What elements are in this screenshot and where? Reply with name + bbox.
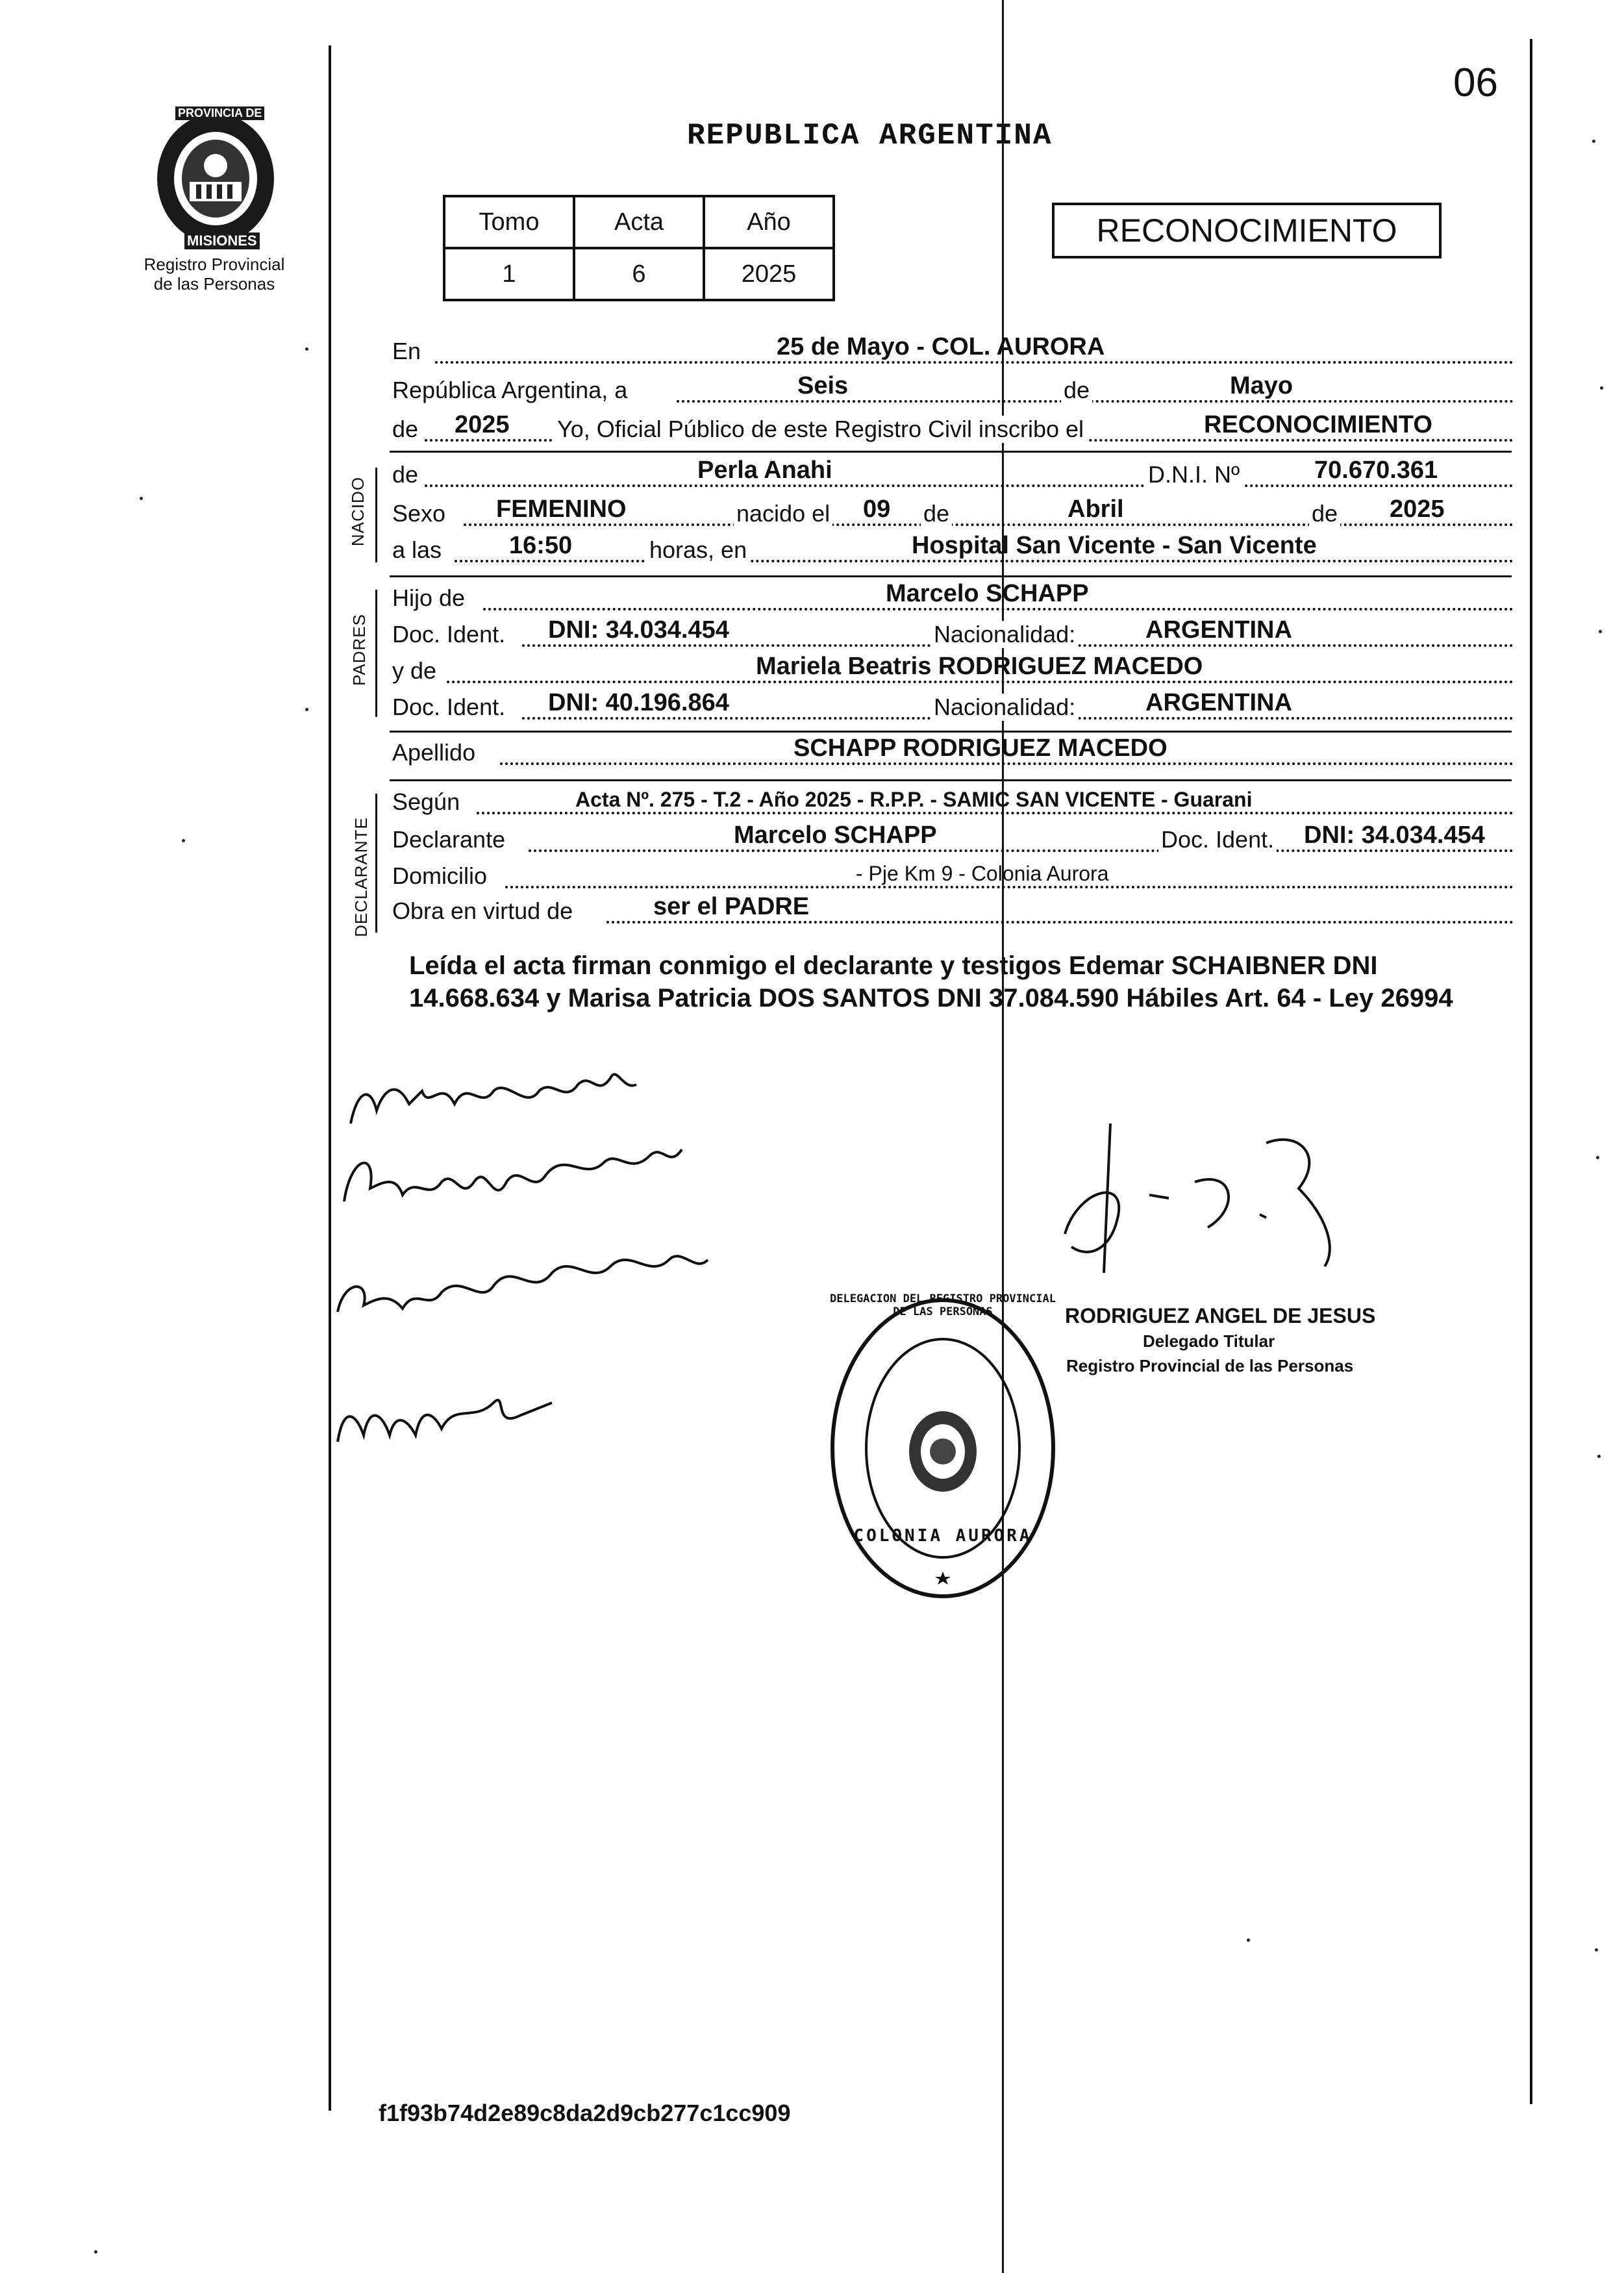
scan-speck [305, 347, 308, 351]
sexo-value: FEMENINO [496, 496, 627, 523]
birth-month: Abril [1068, 496, 1124, 523]
declarante-row-domicilio [392, 856, 1514, 895]
declarante-top-line [390, 779, 1512, 781]
hijo-label: Hijo de [392, 584, 466, 611]
a-las-label: a las [392, 536, 442, 563]
scan-speck [140, 497, 143, 500]
father-name: Marcelo SCHAPP [886, 580, 1089, 607]
official-role: Delegado Titular [1143, 1331, 1275, 1351]
logo-top-text: PROVINCIA DE [175, 107, 264, 120]
doc-label: Doc. Ident. [1158, 826, 1277, 853]
padres-top-line [390, 575, 1512, 577]
registry-caption-line-1: Registro Provincial [144, 255, 285, 274]
padres-row-mother [392, 651, 1514, 690]
declarante-doc: DNI: 34.034.454 [1304, 822, 1485, 849]
de-label-3: de [1309, 500, 1340, 527]
record-table-header: Acta [574, 196, 704, 248]
mother-doc: DNI: 40.196.864 [548, 689, 729, 716]
yo-label: Yo, Oficial Público de este Registro Civil inscribo el [555, 416, 1086, 443]
obra-value: ser el PADRE [653, 893, 810, 920]
segun-value: Acta Nº. 275 - T.2 - Año 2025 - R.P.P. - SAMIC SAN VICENTE - Guarani [575, 788, 1253, 811]
birth-year: 2025 [1390, 496, 1445, 523]
registry-caption-line-2: de las Personas [153, 274, 275, 294]
declarante-section-label: DECLARANTE [351, 817, 371, 937]
page-title: REPUBLICA ARGENTINA [687, 119, 1053, 153]
domicilio-value: - Pje Km 9 - Colonia Aurora [856, 862, 1109, 885]
nacido-row-sex [392, 494, 1514, 533]
padres-bracket [375, 590, 377, 717]
scan-speck [1597, 1455, 1601, 1458]
official-name: RODRIGUEZ ANGEL DE JESUS [1065, 1304, 1376, 1327]
domicilio-label: Domicilio [392, 862, 488, 889]
child-name: Perla Anahi [697, 457, 832, 484]
scan-speck [1600, 386, 1603, 390]
document-hash: f1f93b74d2e89c8da2d9cb277c1cc909 [379, 2100, 791, 2126]
nacido-top-line [390, 451, 1512, 453]
nac-label: Nacionalidad: [931, 694, 1078, 721]
father-nationality: ARGENTINA [1145, 616, 1292, 644]
year-value: 2025 [455, 411, 510, 438]
right-margin-line [1530, 39, 1532, 2104]
registry-caption [117, 255, 312, 294]
intro-row-act [392, 409, 1514, 448]
mother-name: Mariela Beatris RODRIGUEZ MACEDO [756, 653, 1203, 680]
apellido-row [392, 733, 1514, 772]
padres-row-father-doc [392, 614, 1514, 653]
nacido-bracket [375, 468, 377, 562]
apellido-value: SCHAPP RODRIGUEZ MACEDO [793, 735, 1168, 762]
republica-label: República Argentina, a [392, 377, 628, 403]
birth-place: Hospital San Vicente - San Vicente [912, 532, 1317, 559]
nacido-row-time [392, 530, 1514, 569]
seal-inner-text: COLONIA AURORA [853, 1526, 1032, 1546]
birth-day: 09 [863, 496, 891, 523]
record-table-header: Año [704, 196, 834, 248]
obra-label: Obra en virtud de [392, 898, 573, 924]
record-table-header-row [444, 196, 834, 248]
official-org: Registro Provincial de las Personas [1066, 1356, 1354, 1375]
record-table-value-row [444, 248, 834, 300]
scan-speck [1247, 1939, 1250, 1942]
padres-section-label: PADRES [349, 614, 369, 686]
record-table-header: Tomo [444, 196, 574, 248]
scan-speck [1599, 630, 1602, 633]
de-label: de [1061, 377, 1092, 404]
scan-speck [305, 708, 308, 711]
de-label-2: de [921, 500, 952, 527]
signing-statement: Leída el acta firman conmigo el declarante y testigos Edemar SCHAIBNER DNI 14.668.634 y Marisa Patricia DOS SANTOS DNI 37.084.590 Hábiles Art. 64 - Ley 26994 [409, 951, 1453, 1012]
scan-speck [1596, 1156, 1599, 1159]
page-number: 06 [1453, 60, 1498, 105]
intro-row-date [392, 370, 1514, 409]
declarante-row-obra [392, 891, 1514, 930]
de2-label: de [392, 416, 419, 442]
dni-label: D.N.I. Nº [1145, 461, 1242, 488]
official-signature [1052, 1117, 1364, 1299]
scan-speck [182, 839, 185, 842]
nac-label: Nacionalidad: [931, 621, 1078, 648]
act-value: RECONOCIMIENTO [1204, 411, 1432, 438]
record-table-value: 2025 [704, 248, 834, 300]
seal-outer-text: DELEGACION DEL REGISTRO PROVINCIAL DE LAS PERSONAS [830, 1292, 1056, 1318]
record-table [443, 195, 835, 301]
segun-label: Según [392, 788, 460, 815]
sexo-label: Sexo [392, 500, 446, 527]
declarante-bracket [375, 794, 377, 933]
registry-seal [826, 1292, 1060, 1604]
birth-time: 16:50 [509, 532, 573, 559]
month-value: Mayo [1230, 372, 1293, 399]
en-label: En [392, 338, 421, 364]
logo-bottom-text: MISIONES [184, 232, 260, 249]
padres-row-mother-doc [392, 687, 1514, 726]
scan-speck [1595, 1948, 1598, 1952]
nacido-section-label: NACIDO [348, 476, 368, 547]
province-logo [144, 104, 287, 253]
scan-speck [94, 2250, 97, 2254]
scan-speck [1592, 140, 1595, 143]
nacido-row-name [392, 455, 1514, 494]
place-value: 25 de Mayo - COL. AURORA [777, 333, 1105, 360]
y-de-label: y de [392, 657, 437, 684]
doc-label: Doc. Ident. [392, 694, 506, 720]
mother-nationality: ARGENTINA [1145, 689, 1292, 716]
padres-row-father [392, 578, 1514, 617]
record-table-value: 6 [574, 248, 704, 300]
declarante-row-name [392, 820, 1514, 859]
declarante-label: Declarante [392, 826, 506, 853]
father-doc: DNI: 34.034.454 [548, 616, 729, 644]
de-label: de [392, 461, 419, 488]
handwritten-signatures [331, 1052, 786, 1481]
apellido-label: Apellido [392, 739, 476, 766]
child-dni: 70.670.361 [1314, 457, 1438, 484]
horas-label: horas, en [647, 536, 749, 564]
record-table-value: 1 [444, 248, 574, 300]
record-type-box: RECONOCIMIENTO [1052, 203, 1442, 258]
declarante-row-segun [392, 782, 1514, 821]
day-value: Seis [797, 372, 849, 399]
declarante-value: Marcelo SCHAPP [734, 822, 937, 849]
doc-label: Doc. Ident. [392, 621, 506, 647]
intro-row-place [392, 331, 1514, 370]
nacido-label: nacido el [734, 500, 832, 527]
